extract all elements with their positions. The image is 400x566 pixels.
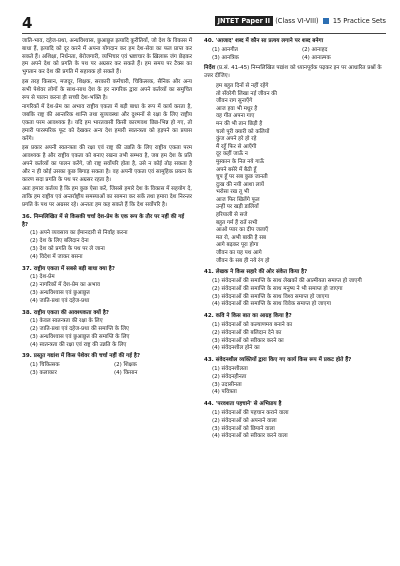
right-column (204, 38, 386, 441)
question-37 (22, 266, 192, 306)
poem-line: आज हवा भी मधुर है (216, 105, 258, 112)
option[interactable]: (2) संवेदनाओं को अपनाने वाला (212, 417, 277, 424)
question-text: कवि ने किस बात का आग्रह किया है? (215, 313, 292, 320)
option[interactable]: (2) संवेदनहीनता (212, 373, 247, 380)
poem-line: कुंज अपने हरे हो रहे (216, 136, 257, 143)
poem-line: चलो पूरी क्यारी को कलियों (216, 128, 270, 135)
poem-line: मुस्कान के नित नये गाऊँ (216, 158, 265, 165)
poem-line: चुप हूँ पर सब कुछ जानती (216, 174, 268, 181)
left-column (22, 38, 192, 378)
passage-paragraph: अतः हमारा कर्तव्य है कि हम कुछ ऐसा करें, जिससे हमारे देश के विकास में सहयोग दे, ताकि हम राष्ट्रीय एवं अन्तर्राष्ट्रीय समस्याओं का सामना कर सकें तथा हमारा देश निरन्तर प्रगति के पथ पर अग्रसर रहे। अन्ततः हम कह सकते हैं कि देश सर्वोपरि है। (22, 186, 192, 208)
question-39 (22, 353, 192, 377)
option[interactable]: (4) संवेदनाओं की समाप्ति के साथ विवेक समाप्त हो जाएगा (212, 301, 331, 308)
option[interactable]: (3) आनत्रिक (212, 54, 239, 61)
poem-line: जीवन राग सुनाएँगे (216, 98, 253, 105)
option[interactable]: (4) पवित्रता (212, 389, 237, 396)
option[interactable]: (3) संवेदनाओं को स्वीकार करने का (212, 337, 284, 344)
poem-line: उन्हीं पर खड़ी डालियाँ (216, 204, 259, 211)
option[interactable]: (4) किसान (114, 370, 138, 377)
option[interactable]: (1) देश-प्रेम (30, 274, 55, 281)
option[interactable]: (3) अन्धविश्वास एवं छुआछूत (30, 289, 90, 296)
question-number: 37. (22, 265, 32, 272)
header-rule (22, 33, 386, 34)
question-number: 42. (204, 313, 214, 320)
poem-line: मत रो, अभी बाकी है सब (216, 234, 267, 241)
option[interactable]: (2) नागरिकों में देश-प्रेम का अभाव (30, 282, 100, 289)
page-number: 4 (22, 14, 33, 32)
question-text: प्रस्तुत गद्यांश में किस पेशेवर की चर्चा नहीं की गई है? (33, 353, 141, 360)
question-36 (22, 214, 192, 262)
class-label: (Class VI-VIII) (275, 17, 319, 25)
poem-line: दुःख की नयी आशा लायें (216, 181, 264, 188)
poem (216, 83, 386, 265)
poem-line: जीवन के सब ही नये रंग हो (216, 257, 270, 264)
option[interactable]: (1) संवेदनाओं की समाप्ति के साथ लेखकों की आत्मीयता समाप्त हो जाएगी (212, 278, 362, 285)
passage-paragraph: नागरिकों में देश-प्रेम का अभाव राष्ट्रीय एकता में बड़ी बाधा के रूप में कार्य करता है, जबकि राष्ट्र की आन्तरिक शान्ति तथा सुव्यवस्था और दुश्मनों से रक्षा के लिए राष्ट्रीय एकता परम आवश्यक है। यदि हम भारतवासी किसी कारणवश छिन्न-भिन्न हो गए, तो हमारी पारस्परिक फूट को देखकर अन्य देश हमारी स्वतन्त्रता को हड़पने का प्रयास करेंगे। (22, 104, 192, 142)
question-number: 36. (22, 213, 32, 220)
question-text: निम्नलिखित में से किसकी चर्चा देश-प्रेम के एक रूप के तौर पर नहीं की गई है? (22, 213, 185, 228)
poem-line: हम बहुत दिनों से नहीं रहेंगे (216, 82, 269, 89)
option[interactable]: (4) स्वतन्त्रता की रक्षा एवं राष्ट्र की उन्नति के लिए (30, 341, 127, 348)
question-number: 38. (22, 309, 32, 316)
question-text: 'आजाद' शब्द में कौन सा प्रत्यय लगाने पर शब्द बनेगा (215, 38, 324, 44)
option[interactable]: (2) संवेदनाओं की बलिदान देने का (212, 329, 282, 336)
question-42 (204, 313, 386, 353)
question-number: 43. (204, 357, 214, 364)
question-44 (204, 401, 386, 441)
question-text: संवेदनशील व्यक्तियों द्वारा किए गए कार्य किस रूप में प्रकट होते हैं? (215, 357, 352, 364)
option[interactable]: (3) देश को प्रगति के पथ पर ले जाना (30, 245, 105, 252)
question-41 (204, 269, 386, 309)
option[interactable]: (1) अपने व्यवसाय का ईमानदारी से निर्वाह करना (30, 230, 128, 237)
question-number: 40. (204, 38, 214, 44)
question-43 (204, 357, 386, 397)
option[interactable]: (1) आनगीत (212, 46, 238, 53)
instruction (204, 65, 386, 81)
instruction-label: निर्देश (204, 65, 216, 72)
poem-line: अपने बसेरे में बैठी हूँ (216, 166, 257, 173)
question-text: 'परवशता पहचाने' से अभिप्राय है (215, 401, 282, 408)
option[interactable]: (4) जाति-प्रथा एवं दहेज-प्रथा (30, 297, 90, 304)
option[interactable]: (4) संवेदनशील होने का (212, 345, 260, 352)
question-text: राष्ट्रीय एकता में सबसे बड़ी बाधा क्या है? (33, 265, 115, 272)
square-bullet-icon (323, 18, 329, 24)
page-header (0, 0, 400, 40)
question-38 (22, 310, 192, 350)
option[interactable]: (2) शिक्षक (114, 362, 137, 369)
paper-badge: JNTET Paper II (215, 16, 274, 26)
passage-paragraph: जाति-भाव, दहेज-प्रथा, अन्धविश्वास, छुआछूत इत्यादि कुरीतियाँ, जो देश के विकास में बाधा हैं, इत्यादि को दूर करने में अपना योगदान कर हम देश-सेवा का फल प्राप्त कर सकते हैं। अशिक्षा, निर्धनता, बेरोजगारी, व्यभिचार एवं भ्रष्टाचार के ख़िलाफ़ जंग छेड़कर हम अपने देश को प्रगति के पथ पर अग्रसर कर सकते हैं। हम समय पर टैक्स का भुगतान कर देश की प्रगति में सहायक हो सकते हैं। (22, 38, 192, 76)
instruction-text: (प्र.सं. 41-45) निम्नलिखित पद्यांश को ध्यानपूर्वक पढ़कर इन पर आधारित प्रश्नों के उत्तर दीजिए। (204, 65, 382, 80)
question-40 (204, 38, 386, 62)
poem-line: मन की भी तान छिड़ी है (216, 120, 263, 127)
option[interactable]: (1) संवेदनाओं को कल्याणमय बनाने का (212, 322, 293, 329)
passage-paragraph: इस प्रकार अपनी स्वतन्त्रता की रक्षा एवं राष्ट्र की उन्नति के लिए राष्ट्रीय एकता परम आवश्यक है और राष्ट्रीय एकता को बनाए रखना तभी सम्भव है, जब हम देश के प्रति अपने कर्तव्यों का पालन करेंगे, जो राष्ट्र सर्वोपरि होता है, उसे न कोई तोड़ सकता है और न ही कोई उसका कुछ बिगाड़ सकता है। वह अपनी एकता एवं सामूहिक प्रयत्न के कारण सदा प्रगति के पथ पर अग्रसर रहता है। (22, 145, 192, 183)
question-number: 41. (204, 269, 214, 276)
passage-paragraph: इस तरह किसान, मजदूर, शिक्षक, सरकारी कर्मचारी, चिकित्सक, सैनिक और अन्य सभी पेशेवर लोगों के साथ-साथ देश के हर नागरिक द्वारा अपने कर्तव्यों का समुचित रूप से पालन करना ही सच्ची देश-भक्ति है। (22, 78, 192, 101)
poem-line: मैं रहूँ फिर से आएँगी (216, 143, 257, 150)
option[interactable]: (1) संवेदनशीलता (212, 366, 248, 372)
option[interactable]: (1) चिकित्सक (30, 362, 60, 369)
option[interactable]: (3) कलाकार (30, 370, 57, 377)
poem-line: वह गीत अपना गाए (216, 113, 255, 120)
question-text: लेखक ने किस सहारे की ओर संकेत किया है? (215, 269, 308, 276)
poem-line: आज फिर खिलेंगे फूल (216, 196, 260, 203)
option[interactable]: (3) संवेदनाओं को छिपाने वाला (212, 425, 275, 432)
option[interactable]: (2) संवेदनाओं की समाप्ति के साथ मनुष्य ने भी समाप्त हो जाएगा (212, 285, 343, 292)
poem-line: भरोसा रख तू भी (216, 189, 250, 196)
option[interactable]: (3) अन्धविश्वास एवं छुआछूत की समाप्ति के लिए (30, 333, 130, 340)
option[interactable]: (2) जाति-प्रथा एवं दहेज-प्रथा की समाप्ति के लिए (30, 326, 129, 333)
option[interactable]: (1) केवल स्वतन्त्रता की रक्षा के लिए (30, 318, 103, 325)
option[interactable]: (4) आनात्मक (302, 54, 331, 61)
poem-line: आगे बढ़कर पूरा होगा (216, 242, 259, 249)
poem-line: दूर कहीं जाऊँ न (216, 151, 248, 158)
question-number: 44. (204, 401, 214, 408)
option[interactable]: (1) संवेदनाओं की पहचान कराने वाला (212, 409, 289, 416)
option[interactable]: (4) विदेश में जाकर बसना (30, 253, 83, 260)
poem-line: जीवन का यह पथ आगे (216, 250, 262, 257)
option[interactable]: (3) संवेदनाओं की समाप्ति के साथ विश्व समाप्त हो जाएगा (212, 293, 330, 300)
question-number: 39. (22, 353, 32, 360)
option[interactable]: (2) देश के लिए बलिदान देना (30, 238, 89, 245)
option[interactable]: (2) आनाहद (302, 46, 328, 53)
question-text: राष्ट्रीय एकता की आवश्यकता क्यों है? (33, 309, 109, 316)
series-label: 15 Practice Sets (332, 17, 386, 25)
option[interactable]: (3) उदासीनता (212, 381, 242, 388)
poem-line: हरियाली से सजे (216, 212, 248, 219)
series-header (215, 17, 386, 25)
poem-line: बहुत गर्म हैं रातें सभी (216, 219, 258, 226)
poem-line: तो सँवरेगी लिखा नई जीवन की (216, 90, 277, 97)
poem-line: आओ प्यार का दीप जलाएँ (216, 227, 269, 234)
option[interactable]: (4) संवेदनाओं को स्वीकार करने वाला (212, 433, 288, 440)
